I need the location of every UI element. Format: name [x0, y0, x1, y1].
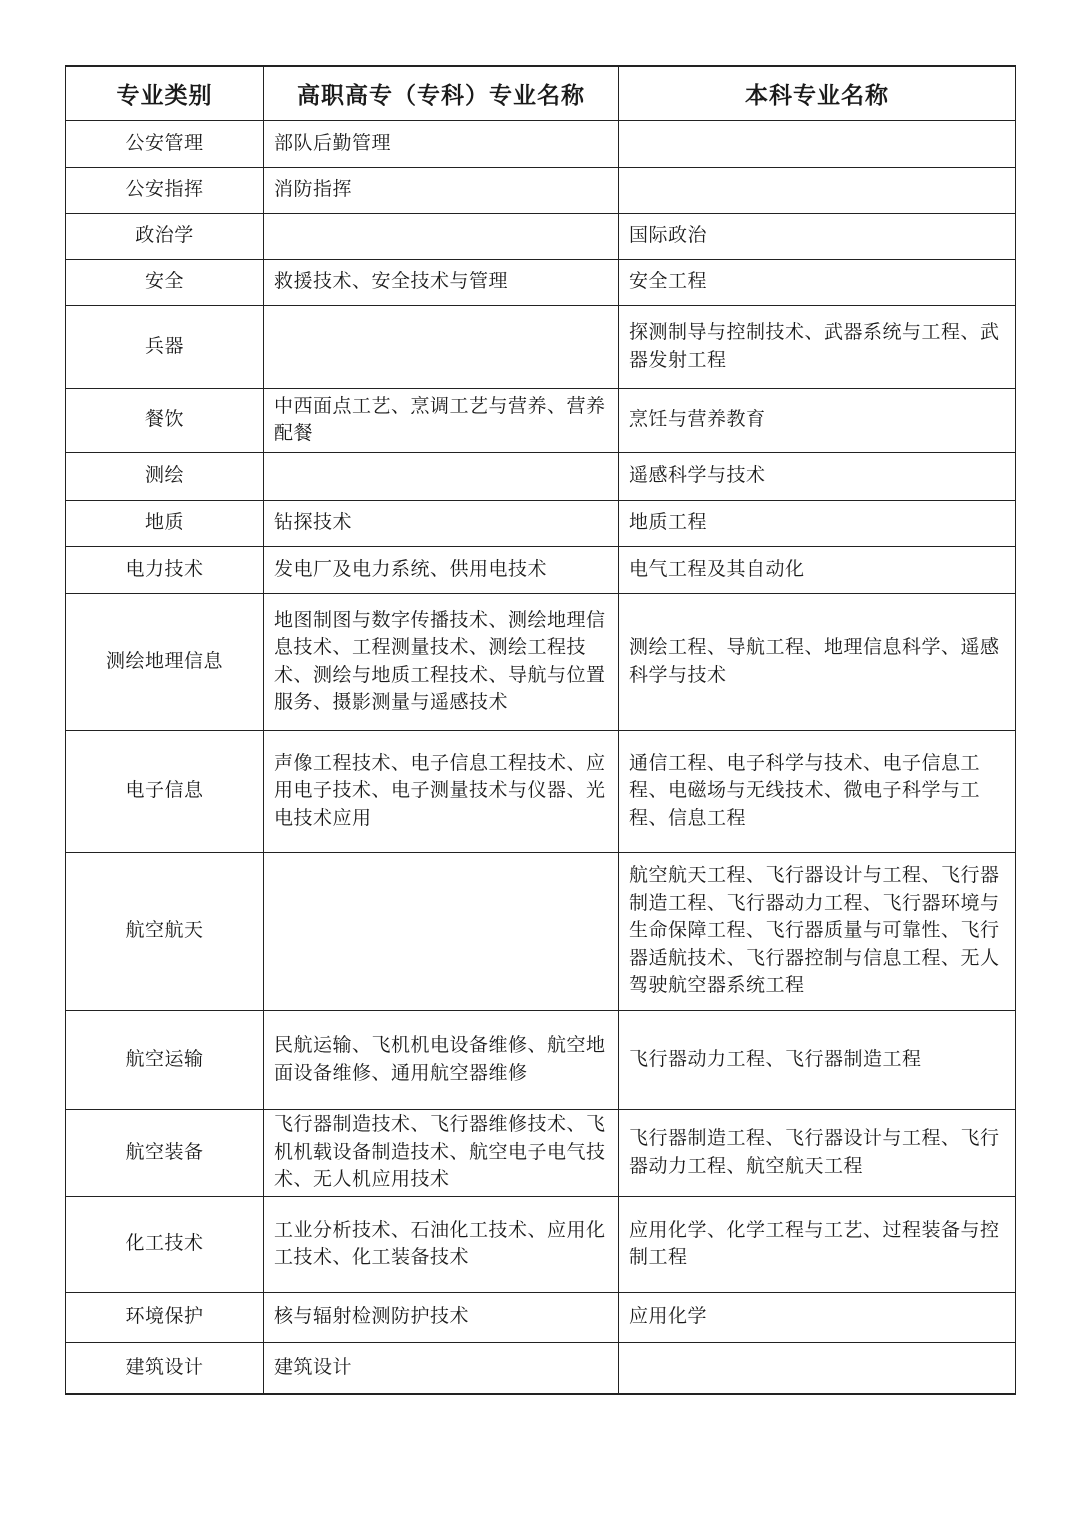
table-row: [66, 730, 1016, 852]
table-row: [66, 1196, 1016, 1292]
majors-table: [65, 65, 1016, 1395]
table-row: [66, 213, 1016, 259]
vocational-cell: 部队后勤管理: [264, 120, 619, 167]
undergraduate-cell: 飞行器制造工程、飞行器设计与工程、飞行器动力工程、航空航天工程: [619, 1109, 1016, 1196]
undergraduate-cell: [619, 120, 1016, 167]
category-cell: 环境保护: [66, 1292, 264, 1342]
table-row: [66, 167, 1016, 213]
undergraduate-cell: 国际政治: [619, 213, 1016, 259]
undergraduate-cell: 地质工程: [619, 500, 1016, 546]
category-cell: 电子信息: [66, 730, 264, 852]
vocational-cell: 救援技术、安全技术与管理: [264, 259, 619, 305]
category-cell: 政治学: [66, 213, 264, 259]
vocational-cell: 建筑设计: [264, 1342, 619, 1394]
vocational-cell: 发电厂及电力系统、供用电技术: [264, 546, 619, 593]
table-row: [66, 500, 1016, 546]
category-cell: 航空运输: [66, 1010, 264, 1109]
vocational-cell: 核与辐射检测防护技术: [264, 1292, 619, 1342]
category-cell: 化工技术: [66, 1196, 264, 1292]
category-cell: 兵器: [66, 305, 264, 388]
vocational-cell: 消防指挥: [264, 167, 619, 213]
undergraduate-cell: 遥感科学与技术: [619, 452, 1016, 500]
undergraduate-cell: 通信工程、电子科学与技术、电子信息工程、电磁场与无线技术、微电子科学与工程、信息工程: [619, 730, 1016, 852]
undergraduate-cell: 应用化学: [619, 1292, 1016, 1342]
table-row: [66, 388, 1016, 452]
vocational-cell: 钻探技术: [264, 500, 619, 546]
table-row: [66, 593, 1016, 730]
undergraduate-cell: [619, 167, 1016, 213]
category-cell: 地质: [66, 500, 264, 546]
vocational-cell: [264, 452, 619, 500]
header-row: [66, 66, 1016, 120]
undergraduate-cell: 烹饪与营养教育: [619, 388, 1016, 452]
header-vocational: 高职高专（专科）专业名称: [264, 66, 619, 120]
vocational-cell: 中西面点工艺、烹调工艺与营养、营养配餐: [264, 388, 619, 452]
table-row: [66, 852, 1016, 1010]
table-row: [66, 452, 1016, 500]
undergraduate-cell: 测绘工程、导航工程、地理信息科学、遥感科学与技术: [619, 593, 1016, 730]
category-cell: 公安管理: [66, 120, 264, 167]
category-cell: 餐饮: [66, 388, 264, 452]
vocational-cell: 飞行器制造技术、飞行器维修技术、飞机机载设备制造技术、航空电子电气技术、无人机应用技术: [264, 1109, 619, 1196]
table-row: [66, 1342, 1016, 1394]
header-undergraduate: 本科专业名称: [619, 66, 1016, 120]
undergraduate-cell: 应用化学、化学工程与工艺、过程装备与控制工程: [619, 1196, 1016, 1292]
category-cell: 航空航天: [66, 852, 264, 1010]
table-row: [66, 546, 1016, 593]
undergraduate-cell: 安全工程: [619, 259, 1016, 305]
category-cell: 测绘地理信息: [66, 593, 264, 730]
table-row: [66, 259, 1016, 305]
vocational-cell: [264, 305, 619, 388]
category-cell: 电力技术: [66, 546, 264, 593]
undergraduate-cell: [619, 1342, 1016, 1394]
table-row: [66, 120, 1016, 167]
header-category: 专业类别: [66, 66, 264, 120]
vocational-cell: [264, 213, 619, 259]
table-row: [66, 1292, 1016, 1342]
vocational-cell: [264, 852, 619, 1010]
category-cell: 公安指挥: [66, 167, 264, 213]
category-cell: 测绘: [66, 452, 264, 500]
undergraduate-cell: 电气工程及其自动化: [619, 546, 1016, 593]
table-row: [66, 1109, 1016, 1196]
vocational-cell: 工业分析技术、石油化工技术、应用化工技术、化工装备技术: [264, 1196, 619, 1292]
undergraduate-cell: 航空航天工程、飞行器设计与工程、飞行器制造工程、飞行器动力工程、飞行器环境与生命保障工程、飞行器质量与可靠性、飞行器适航技术、飞行器控制与信息工程、无人驾驶航空器系统工程: [619, 852, 1016, 1010]
category-cell: 航空装备: [66, 1109, 264, 1196]
undergraduate-cell: 飞行器动力工程、飞行器制造工程: [619, 1010, 1016, 1109]
category-cell: 建筑设计: [66, 1342, 264, 1394]
table-row: [66, 1010, 1016, 1109]
vocational-cell: 声像工程技术、电子信息工程技术、应用电子技术、电子测量技术与仪器、光电技术应用: [264, 730, 619, 852]
vocational-cell: 民航运输、飞机机电设备维修、航空地面设备维修、通用航空器维修: [264, 1010, 619, 1109]
category-cell: 安全: [66, 259, 264, 305]
table-row: [66, 305, 1016, 388]
vocational-cell: 地图制图与数字传播技术、测绘地理信息技术、工程测量技术、测绘工程技术、测绘与地质工程技术、导航与位置服务、摄影测量与遥感技术: [264, 593, 619, 730]
undergraduate-cell: 探测制导与控制技术、武器系统与工程、武器发射工程: [619, 305, 1016, 388]
